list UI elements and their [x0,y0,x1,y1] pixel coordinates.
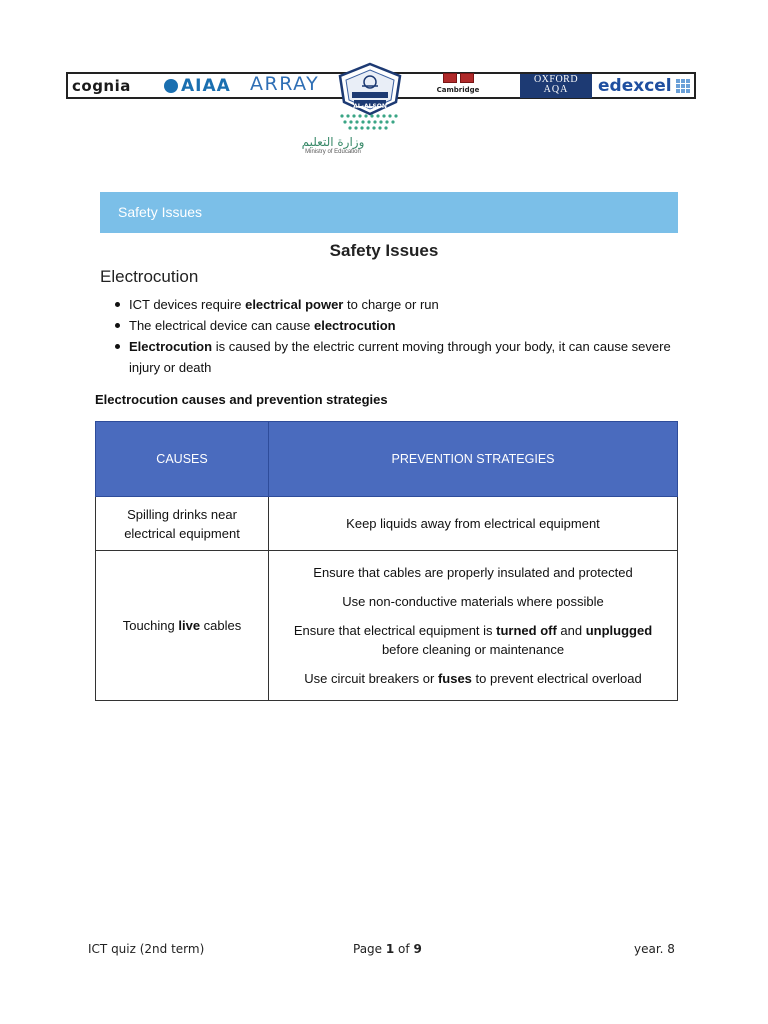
prevention-item: Ensure that cables are properly insulated and protected [313,565,633,580]
list-item: Electrocution is caused by the electric current moving through your body, it can cause severe injury or death [110,336,680,378]
header-prevention: PREVENTION STRATEGIES [269,422,678,497]
array-logo-text: ARRAY [250,73,320,95]
causes-prevention-table [95,421,678,701]
electrocution-bullet-list [110,294,680,378]
array-logo [250,74,319,94]
school-crest-logo [330,62,410,132]
aiaa-logo [164,76,231,96]
edexcel-grid-icon [676,79,690,93]
school-name: AL-ALSON [353,103,387,110]
edexcel-logo-text: edexcel [598,76,672,96]
prevention-item: Use circuit breakers or fuses to prevent electrical overload [304,671,642,686]
subheading-electrocution: Electrocution [100,267,199,286]
footer-quiz-label: ICT quiz (2nd term) [88,942,205,956]
oxford-aqa-logo [520,74,592,98]
ministry-english-text: Ministry of Education [305,149,361,155]
prevention-cell [269,551,678,701]
oxford-logo-text: OXFORD [533,74,579,85]
section-header-label: Safety Issues [118,204,203,220]
cambridge-logo-text: Cambridge [436,86,480,94]
edexcel-logo [598,76,690,96]
globe-icon [164,79,178,93]
table-header-row [96,422,678,497]
footer-page-number: Page 1 of 9 [353,942,422,956]
footer-year-label: year. 8 [634,942,675,956]
list-item: The electrical device can cause electrocution [110,315,680,336]
ministry-arabic-text: وزارة التعليم [301,135,365,149]
table-row [96,551,678,701]
table-caption: Electrocution causes and prevention strategies [95,392,388,407]
prevention-cell: Keep liquids away from electrical equipment [269,497,678,551]
prevention-item: Ensure that electrical equipment is turned off and unplugged before cleaning or maintenance [293,623,653,657]
cause-cell: Touching live cables [96,551,269,701]
prevention-item: Use non-conductive materials where possible [342,594,604,609]
ministry-of-education-logo [288,136,378,156]
section-header-bar [100,192,678,233]
cause-cell: Spilling drinks near electrical equipment [96,497,269,551]
cambridge-logo [424,73,492,96]
aqa-logo-text: AQA [543,84,569,95]
list-item: ICT devices require electrical power to charge or run [110,294,680,315]
table-row [96,497,678,551]
page-title: Safety Issues [329,241,439,260]
header-causes: CAUSES [96,422,269,497]
cambridge-shield-icon [424,73,492,83]
aiaa-logo-text: AIAA [181,76,231,96]
cognia-logo: cognia [72,77,131,95]
